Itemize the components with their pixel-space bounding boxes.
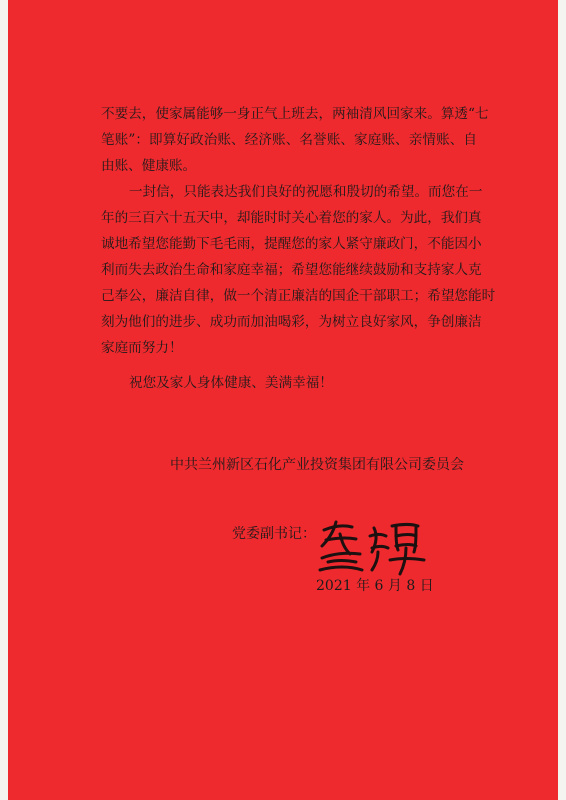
- paragraph-2: [101, 205, 496, 335]
- text-line: 家庭而努力！: [101, 340, 183, 356]
- text-line: 由账、健康账。: [101, 158, 197, 174]
- paragraph-1: [101, 101, 489, 153]
- closing-line: 祝您及家人身体健康、美满幸福！: [129, 375, 333, 391]
- letter-date: 2021 年 6 月 8 日: [316, 578, 434, 594]
- text-line: 刻为他们的进步、成功而加油喝彩，为树立良好家风，争创廉洁: [101, 314, 482, 330]
- text-line: 不要去，使家属能够一身正气上班去，两袖清风回家来。算透“七: [101, 106, 489, 122]
- text-line: 利而失去政治生命和家庭幸福；希望您能继续鼓励和支持家人克: [101, 262, 482, 278]
- text-line: 己奉公，廉洁自律，做一个清正廉洁的国企干部职工；希望您能时: [101, 288, 496, 304]
- text-line: 诚地希望您能勤下毛毛雨，提醒您的家人紧守廉政门，不能因小: [101, 236, 482, 252]
- text-line: 年的三百六十五天中，却能时时关心着您的家人。为此，我们真: [101, 210, 482, 226]
- organization-name: 中共兰州新区石化产业投资集团有限公司委员会: [170, 457, 464, 473]
- handwritten-signature: [316, 518, 428, 576]
- signer-title: 党委副书记：: [232, 526, 316, 542]
- text-line: 笔账”：即算好政治账、经济账、名誉账、家庭账、亲情账、自: [101, 132, 477, 148]
- text-line: 一封信，只能表达我们良好的祝愿和殷切的希望。而您在一: [129, 184, 483, 200]
